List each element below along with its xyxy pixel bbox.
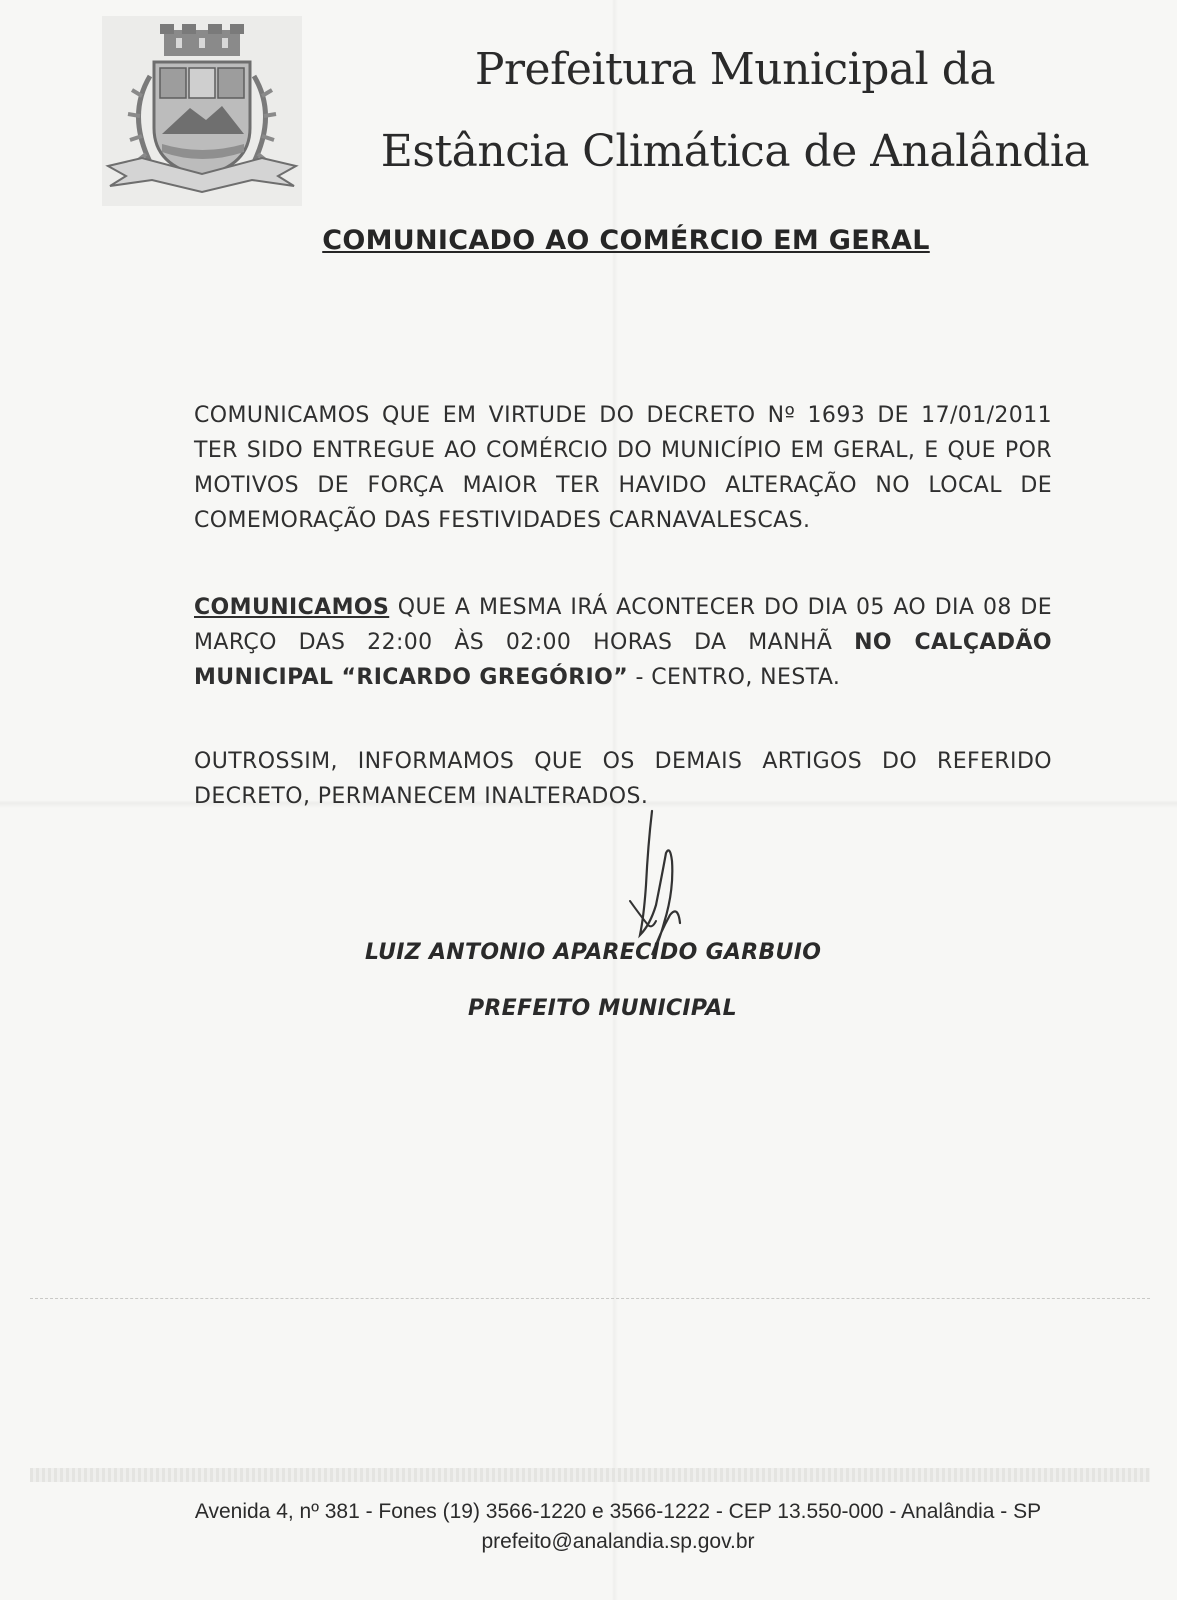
paragraph-2 bbox=[194, 590, 1052, 695]
signer-name: LUIZ ANTONIO APARECIDO GARBUIO bbox=[365, 940, 822, 965]
paragraph-3: OUTROSSIM, INFORMAMOS QUE OS DEMAIS ARTIGOS DO REFERIDO DECRETO, PERMANECEM INALTERADOS. bbox=[194, 749, 1052, 809]
header-line-1: Prefeitura Municipal da bbox=[474, 44, 996, 95]
document-title: COMUNICADO AO COMÉRCIO EM GERAL bbox=[322, 225, 930, 256]
paragraph-2-lead: COMUNICAMOS bbox=[194, 595, 390, 620]
fold-line bbox=[30, 1298, 1150, 1299]
paragraph-2-tail: - CENTRO, NESTA. bbox=[628, 665, 841, 690]
paragraph-2-text: QUE A MESMA IRÁ ACONTECER DO DIA 05 AO DIA 08 DE MARÇO DAS 22:00 ÀS 02:00 HORAS DA MANHÃ bbox=[194, 595, 1052, 655]
footer-address: Avenida 4, nº 381 - Fones (19) 3566-1220 e 3566-1222 - CEP 13.550-000 - Analândia - SP bbox=[194, 1500, 1042, 1523]
municipal-coat-of-arms-icon bbox=[102, 16, 302, 206]
footer-email: prefeito@analandia.sp.gov.br bbox=[481, 1530, 755, 1553]
header-line-2: Estância Climática de Analândia bbox=[380, 126, 1090, 177]
crest-area bbox=[102, 16, 302, 206]
paragraph-2-location: NO CALÇADÃO MUNICIPAL “RICARDO GREGÓRIO” bbox=[194, 630, 1052, 690]
signer-role: PREFEITO MUNICIPAL bbox=[468, 996, 737, 1021]
footer-divider bbox=[30, 1468, 1150, 1482]
paragraph-1: COMUNICAMOS QUE EM VIRTUDE DO DECRETO Nº 1693 DE 17/01/2011 TER SIDO ENTREGUE AO COMÉRCIO DO MUNICÍPIO EM GERAL, E QUE POR MOTIVOS DE FORÇA MAIOR TER HAVIDO ALTERAÇÃO NO LOCAL DE COMEMORAÇÃO DAS FESTIVIDADES CARNAVALESCAS. bbox=[194, 403, 1052, 533]
